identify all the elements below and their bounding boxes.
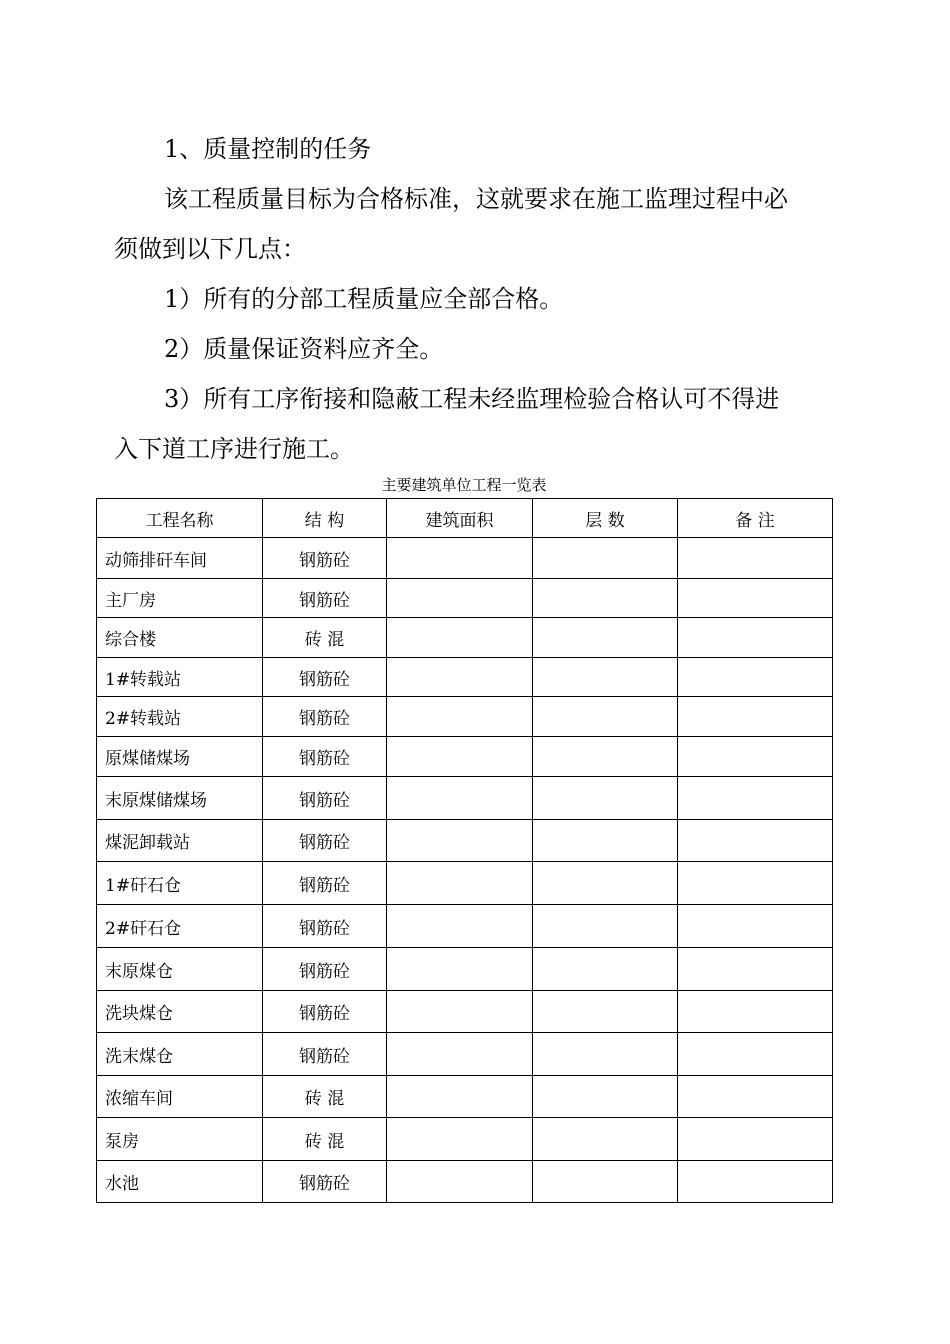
cell-structure: 砖 混 bbox=[263, 618, 387, 658]
cell-floors bbox=[533, 862, 678, 905]
cell-floor-area bbox=[387, 991, 533, 1033]
cell-floor-area bbox=[387, 737, 533, 777]
table-row bbox=[97, 862, 833, 905]
intro-paragraph-line-1: 该工程质量目标为合格标准，这就要求在施工监理过程中必 bbox=[164, 185, 788, 213]
cell-floors bbox=[533, 538, 678, 579]
cell-structure: 钢筋砼 bbox=[263, 905, 387, 948]
cell-floors bbox=[533, 579, 678, 618]
cell-floors bbox=[533, 737, 678, 777]
cell-floors bbox=[533, 658, 678, 697]
table-row bbox=[97, 1118, 833, 1161]
cell-floors bbox=[533, 905, 678, 948]
cell-floors bbox=[533, 1118, 678, 1161]
cell-floor-area bbox=[387, 1033, 533, 1076]
table-row bbox=[97, 991, 833, 1033]
point-3-line-2: 入下道工序进行施工。 bbox=[114, 435, 354, 463]
table-title: 主要建筑单位工程一览表 bbox=[381, 476, 547, 494]
table-row bbox=[97, 777, 833, 820]
cell-project-name: 1#转载站 bbox=[97, 658, 263, 697]
cell-floors bbox=[533, 697, 678, 737]
cell-floor-area bbox=[387, 777, 533, 820]
point-3-line-1: 3）所有工序衔接和隐蔽工程未经监理检验合格认可不得进 bbox=[164, 385, 780, 413]
table-row bbox=[97, 579, 833, 618]
cell-project-name: 2#矸石仓 bbox=[97, 905, 263, 948]
table-row bbox=[97, 697, 833, 737]
cell-structure: 钢筋砼 bbox=[263, 1033, 387, 1076]
cell-structure: 钢筋砼 bbox=[263, 579, 387, 618]
cell-remarks bbox=[678, 820, 833, 862]
table-row bbox=[97, 905, 833, 948]
cell-remarks bbox=[678, 538, 833, 579]
header-project-name: 工程名称 bbox=[97, 499, 263, 538]
cell-floors bbox=[533, 1161, 678, 1203]
cell-project-name: 1#矸石仓 bbox=[97, 862, 263, 905]
cell-floors bbox=[533, 948, 678, 991]
cell-floor-area bbox=[387, 538, 533, 579]
cell-remarks bbox=[678, 1033, 833, 1076]
cell-floor-area bbox=[387, 658, 533, 697]
cell-project-name: 末原煤储煤场 bbox=[97, 777, 263, 820]
cell-remarks bbox=[678, 777, 833, 820]
table-row bbox=[97, 820, 833, 862]
cell-project-name: 动筛排矸车间 bbox=[97, 538, 263, 579]
cell-structure: 钢筋砼 bbox=[263, 948, 387, 991]
cell-floor-area bbox=[387, 618, 533, 658]
cell-structure: 钢筋砼 bbox=[263, 777, 387, 820]
cell-structure: 钢筋砼 bbox=[263, 697, 387, 737]
cell-floors bbox=[533, 777, 678, 820]
cell-project-name: 泵房 bbox=[97, 1118, 263, 1161]
cell-floors bbox=[533, 1076, 678, 1118]
section-heading: 1、质量控制的任务 bbox=[164, 135, 372, 163]
cell-floor-area bbox=[387, 697, 533, 737]
table-row bbox=[97, 538, 833, 579]
table-row bbox=[97, 1161, 833, 1203]
cell-structure: 钢筋砼 bbox=[263, 538, 387, 579]
cell-remarks bbox=[678, 1161, 833, 1203]
cell-remarks bbox=[678, 991, 833, 1033]
cell-floor-area bbox=[387, 905, 533, 948]
cell-structure: 钢筋砼 bbox=[263, 1161, 387, 1203]
cell-project-name: 洗末煤仓 bbox=[97, 1033, 263, 1076]
cell-structure: 钢筋砼 bbox=[263, 737, 387, 777]
cell-floor-area bbox=[387, 948, 533, 991]
table-row bbox=[97, 1076, 833, 1118]
table-row bbox=[97, 618, 833, 658]
cell-floor-area bbox=[387, 820, 533, 862]
header-floor-area: 建筑面积 bbox=[387, 499, 533, 538]
cell-project-name: 水池 bbox=[97, 1161, 263, 1203]
table-header-row bbox=[97, 499, 833, 538]
cell-remarks bbox=[678, 948, 833, 991]
cell-floor-area bbox=[387, 579, 533, 618]
cell-project-name: 主厂房 bbox=[97, 579, 263, 618]
cell-remarks bbox=[678, 1076, 833, 1118]
cell-floor-area bbox=[387, 1118, 533, 1161]
cell-structure: 砖 混 bbox=[263, 1076, 387, 1118]
cell-remarks bbox=[678, 658, 833, 697]
intro-paragraph-line-2: 须做到以下几点： bbox=[114, 235, 306, 263]
table-row bbox=[97, 948, 833, 991]
point-1: 1）所有的分部工程质量应全部合格。 bbox=[164, 285, 564, 313]
cell-project-name: 浓缩车间 bbox=[97, 1076, 263, 1118]
cell-floor-area bbox=[387, 1076, 533, 1118]
cell-floor-area bbox=[387, 1161, 533, 1203]
cell-structure: 钢筋砼 bbox=[263, 820, 387, 862]
point-2: 2）质量保证资料应齐全。 bbox=[164, 335, 444, 363]
cell-structure: 砖 混 bbox=[263, 1118, 387, 1161]
cell-structure: 钢筋砼 bbox=[263, 658, 387, 697]
cell-project-name: 煤泥卸载站 bbox=[97, 820, 263, 862]
header-floors: 层 数 bbox=[533, 499, 678, 538]
cell-project-name: 末原煤仓 bbox=[97, 948, 263, 991]
cell-project-name: 原煤储煤场 bbox=[97, 737, 263, 777]
table-body bbox=[97, 538, 833, 1203]
cell-remarks bbox=[678, 737, 833, 777]
cell-remarks bbox=[678, 697, 833, 737]
cell-floors bbox=[533, 820, 678, 862]
cell-remarks bbox=[678, 862, 833, 905]
cell-project-name: 2#转载站 bbox=[97, 697, 263, 737]
cell-project-name: 洗块煤仓 bbox=[97, 991, 263, 1033]
header-remarks: 备 注 bbox=[678, 499, 833, 538]
cell-remarks bbox=[678, 618, 833, 658]
buildings-table bbox=[96, 498, 833, 1203]
cell-structure: 钢筋砼 bbox=[263, 991, 387, 1033]
table-row bbox=[97, 737, 833, 777]
table-row bbox=[97, 658, 833, 697]
cell-remarks bbox=[678, 905, 833, 948]
cell-floors bbox=[533, 991, 678, 1033]
cell-structure: 钢筋砼 bbox=[263, 862, 387, 905]
cell-floors bbox=[533, 618, 678, 658]
cell-remarks bbox=[678, 1118, 833, 1161]
cell-remarks bbox=[678, 579, 833, 618]
header-structure: 结 构 bbox=[263, 499, 387, 538]
cell-floors bbox=[533, 1033, 678, 1076]
cell-project-name: 综合楼 bbox=[97, 618, 263, 658]
table-row bbox=[97, 1033, 833, 1076]
cell-floor-area bbox=[387, 862, 533, 905]
